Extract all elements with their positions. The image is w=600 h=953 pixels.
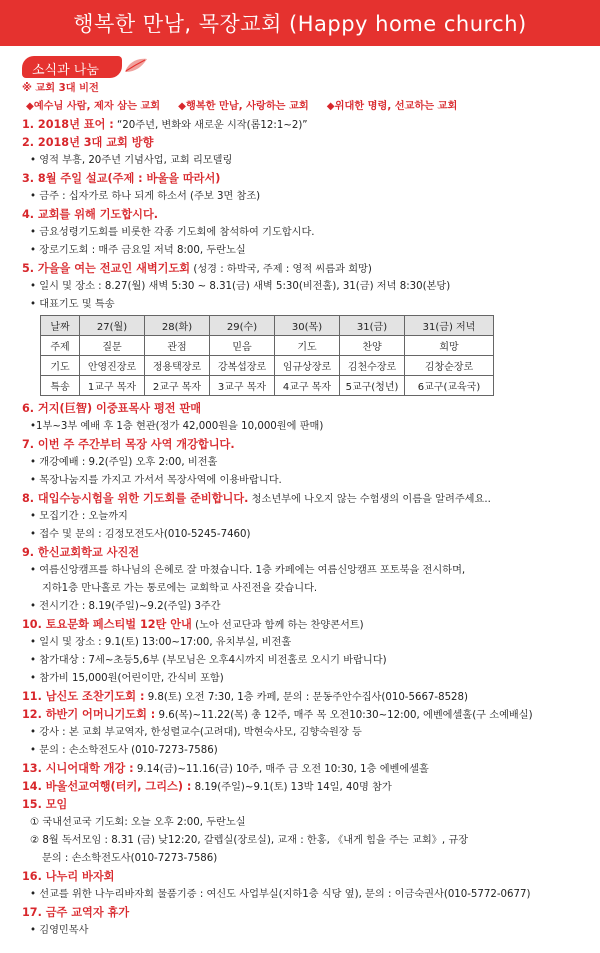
news-item-8-detail: • 접수 및 문의 : 김정모전도사(010-5245-7460) xyxy=(30,529,251,540)
news-item-7-title: 7. 이번 주 주간부터 목장 사역 개강합니다. xyxy=(22,438,235,451)
news-item-8-detail: • 모집기간 : 오늘까지 xyxy=(30,511,128,522)
news-item-16-detail: • 선교를 위한 나누리바자회 물품기증 : 여신도 사업부실(지하1층 식당 옆), 문의 : 이금숙권사(010-5772-0677) xyxy=(30,889,531,900)
news-item-10-title: 10. 토요문화 페스티벌 12탄 안내 (노아 선교단과 함께 하는 찬양콘서트) xyxy=(22,618,364,631)
news-item-5-title: 5. 가을을 여는 전교인 새벽기도회 (성경 : 하박국, 주제 : 영적 씨름과 희망) xyxy=(22,262,372,275)
news-item-15-title: 15. 모임 xyxy=(22,798,68,811)
table-cell: 4교구 목자 xyxy=(275,376,340,396)
news-item-3-detail: • 금주 : 십자가로 하나 되게 하소서 (주보 3면 참조) xyxy=(30,191,261,202)
table-header-cell: 30(목) xyxy=(275,316,340,336)
leaf-icon xyxy=(123,56,149,76)
news-item-7-detail: • 목장나눔지를 가지고 가서서 목장사역에 이용바랍니다. xyxy=(30,475,282,486)
table-cell: 강복섭장로 xyxy=(210,356,275,376)
vision-item: ◆행복한 만남, 사랑하는 교회 xyxy=(178,101,309,112)
prayer-schedule-table xyxy=(40,315,494,396)
table-cell: 관점 xyxy=(145,336,210,356)
news-item-17-detail: • 김영민목사 xyxy=(30,925,89,936)
news-item-15-detail: ① 국내선교국 기도회: 오늘 오후 2:00, 두란노실 xyxy=(30,817,246,828)
table-cell: 김창순장로 xyxy=(405,356,494,376)
news-item-4-detail: • 금요성령기도회를 비롯한 각종 기도회에 참석하여 기도합시다. xyxy=(30,227,315,238)
table-header-cell: 29(수) xyxy=(210,316,275,336)
news-item-11: 11. 남신도 조찬기도회 : 9.8(토) 오전 7:30, 1층 카페, 문의 : 문동주안수집사(010-5667-8528) xyxy=(22,690,468,703)
news-item-12-detail: • 강사 : 본 교회 부교역자, 한성렬교수(고려대), 박현숙사모, 김향숙원장 등 xyxy=(30,727,362,738)
table-header-cell: 날짜 xyxy=(41,316,80,336)
table-cell: 특송 xyxy=(41,376,80,396)
table-header-cell: 31(금) 저녁 xyxy=(405,316,494,336)
news-item-2-title: 2. 2018년 3대 교회 방향 xyxy=(22,136,154,149)
news-item-10-detail: • 일시 및 장소 : 9.1(토) 13:00~17:00, 유치부실, 비전홀 xyxy=(30,637,292,648)
table-header-cell: 31(금) xyxy=(340,316,405,336)
news-item-8-title: 8. 대입수능시험을 위한 기도회를 준비합니다. 청소년부에 나오지 않는 수험생의 이름을 알려주세요.. xyxy=(22,492,491,505)
news-item-16-title: 16. 나누리 바자회 xyxy=(22,870,115,883)
page-title: 행복한 만남, 목장교회 (Happy home church) xyxy=(73,12,527,36)
table-cell: 기도 xyxy=(275,336,340,356)
news-item-17-title: 17. 금주 교역자 휴가 xyxy=(22,906,130,919)
section-tab-label: 소식과 나눔 xyxy=(32,63,99,78)
table-cell: 2교구 목자 xyxy=(145,376,210,396)
table-cell: 5교구(청년) xyxy=(340,376,405,396)
vision-list xyxy=(22,98,592,116)
news-item-10-detail: • 참가비 15,000원(어린이만, 간식비 포함) xyxy=(30,673,224,684)
news-item-9-detail: • 여름신앙캠프를 하나님의 은혜로 잘 마쳤습니다. 1층 카페에는 여름신앙캠프 포토북을 전시하며, xyxy=(30,565,466,576)
news-item-15-detail: ② 8월 독서모임 : 8.31 (금) 낮12:20, 갈렙실(장로실), 교재 : 한홍, 《내게 힘을 주는 교회》, 규장 xyxy=(30,835,469,846)
vision-title: ※ 교회 3대 비전 xyxy=(22,83,99,94)
news-item-1: 1. 2018년 표어 : “20주년, 변화와 새로운 시작(롬12:1~2)” xyxy=(22,118,308,131)
table-row xyxy=(41,336,494,356)
table-cell: 1교구 목자 xyxy=(80,376,145,396)
table-cell: 정용택장로 xyxy=(145,356,210,376)
news-item-14: 14. 바울선교여행(터키, 그리스) : 8.19(주일)~9.1(토) 13박 14일, 40명 참가 xyxy=(22,780,392,793)
table-cell: 주제 xyxy=(41,336,80,356)
news-item-6-title: 6. 거지(巨智) 이중표목사 평전 판매 xyxy=(22,402,202,415)
news-item-3-title: 3. 8월 주일 설교(주제 : 바울을 따라서) xyxy=(22,172,221,185)
news-item-5-detail: • 대표기도 및 특송 xyxy=(30,299,115,310)
table-cell: 희망 xyxy=(405,336,494,356)
table-cell: 6교구(교육국) xyxy=(405,376,494,396)
news-content xyxy=(22,80,592,940)
news-item-4-detail: • 장로기도회 : 매주 금요일 저녁 8:00, 두란노실 xyxy=(30,245,246,256)
table-cell: 믿음 xyxy=(210,336,275,356)
news-item-10-detail: • 참가대상 : 7세~초등5,6부 (부모님은 오후4시까지 비전홀로 오시기 바랍니다) xyxy=(30,655,387,666)
table-cell: 3교구 목자 xyxy=(210,376,275,396)
table-row xyxy=(41,356,494,376)
table-header-cell: 27(월) xyxy=(80,316,145,336)
news-item-9-detail: 지하1층 만나홀로 가는 통로에는 교회학교 사진전을 갖습니다. xyxy=(42,583,318,594)
vision-item: ◆위대한 명령, 선교하는 교회 xyxy=(326,101,458,112)
news-item-9-detail: • 전시기간 : 8.19(주일)~9.2(주일) 3주간 xyxy=(30,601,221,612)
news-item-7-detail: • 개강예배 : 9.2(주일) 오후 2:00, 비전홀 xyxy=(30,457,218,468)
news-item-5-detail: • 일시 및 장소 : 8.27(월) 새벽 5:30 ~ 8.31(금) 새벽 5:30(비전홀), 31(금) 저녁 8:30(본당) xyxy=(30,281,451,292)
news-item-12-detail: • 문의 : 손소학전도사 (010-7273-7586) xyxy=(30,745,218,756)
table-row xyxy=(41,376,494,396)
news-item-9-title: 9. 한신교회학교 사진전 xyxy=(22,546,140,559)
table-cell: 김천수장로 xyxy=(340,356,405,376)
table-cell: 찬양 xyxy=(340,336,405,356)
table-header-cell: 28(화) xyxy=(145,316,210,336)
table-cell: 기도 xyxy=(41,356,80,376)
table-cell: 질문 xyxy=(80,336,145,356)
news-item-12-title: 12. 하반기 어머니기도회 : 9.6(목)~11.22(목) 총 12주, 매주 목 오전10:30~12:00, 에벤에셀홀(구 소예배실) xyxy=(22,708,533,721)
vision-item: ◆예수님 사람, 제자 삼는 교회 xyxy=(26,101,161,112)
news-item-6-detail: •1부~3부 예배 후 1층 현관(정가 42,000원을 10,000원에 판매) xyxy=(30,421,324,432)
table-cell: 안영진장로 xyxy=(80,356,145,376)
news-item-4-title: 4. 교회를 위해 기도합시다. xyxy=(22,208,159,221)
news-item-2-detail: • 영적 부흥, 20주년 기념사업, 교회 리모델링 xyxy=(30,155,233,166)
news-item-13: 13. 시니어대학 개강 : 9.14(금)~11.16(금) 10주, 매주 금 오전 10:30, 1층 에벤에셀홀 xyxy=(22,762,429,775)
table-header-row xyxy=(41,316,494,336)
table-cell: 임규상장로 xyxy=(275,356,340,376)
news-item-15-detail: 문의 : 손소학전도사(010-7273-7586) xyxy=(42,853,218,864)
